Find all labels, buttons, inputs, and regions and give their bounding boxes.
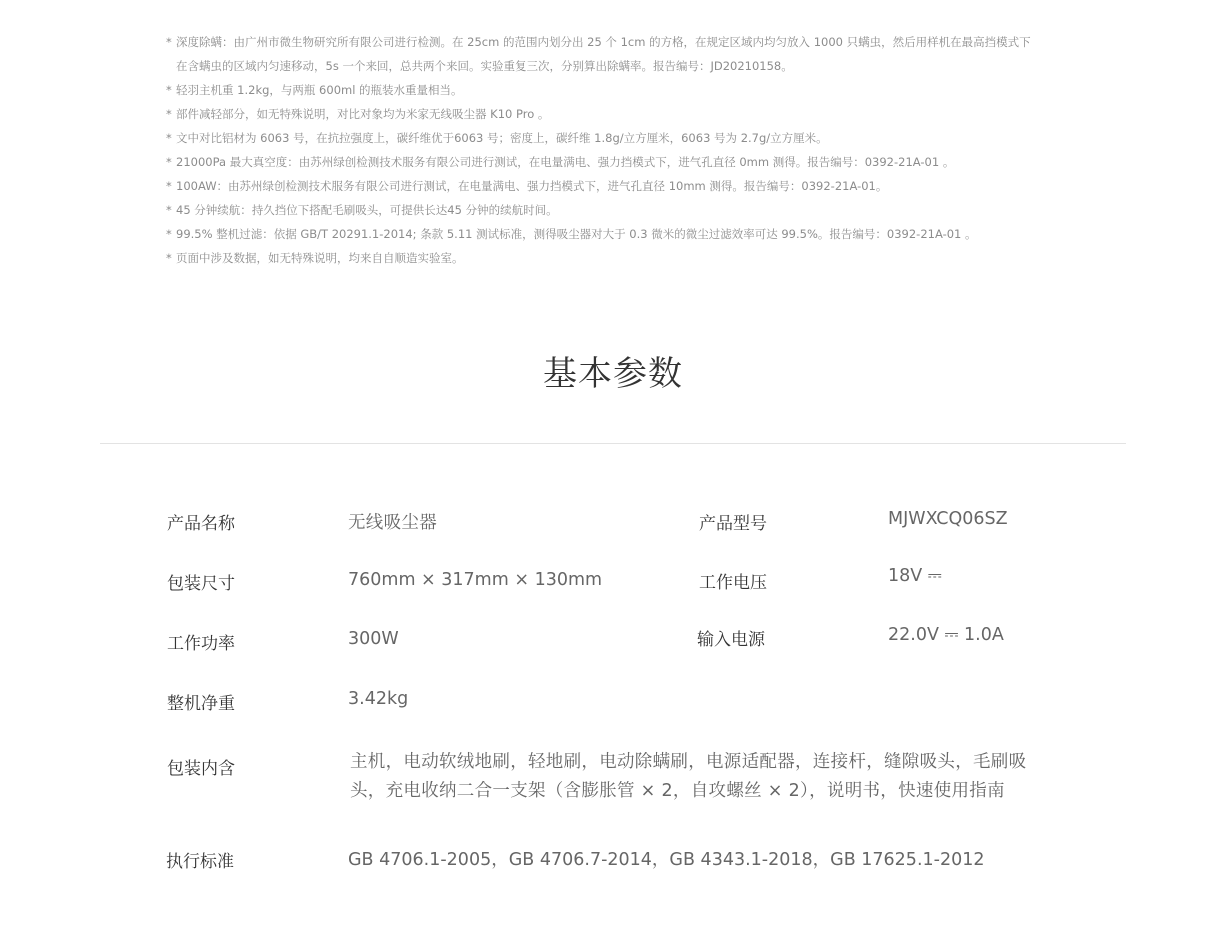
- footnote-marker: *: [166, 203, 172, 217]
- spec-label-standards: 执行标准: [166, 852, 234, 872]
- footnote-text: 45 分钟续航：持久挡位下搭配毛刷吸头，可提供长达45 分钟的续航时间。: [176, 203, 558, 217]
- footnote-marker: *: [166, 107, 172, 121]
- footnote: [166, 126, 1086, 150]
- spec-label-power: 工作功率: [167, 634, 235, 654]
- footnote-marker: *: [166, 251, 172, 265]
- footnote-marker: *: [166, 131, 172, 145]
- footnote-text: 轻羽主机重 1.2kg，与两瓶 600ml 的瓶装水重量相当。: [176, 83, 463, 97]
- footnote: [166, 78, 1086, 102]
- section-title: 基本参数: [543, 354, 683, 394]
- footnote: [166, 198, 1086, 222]
- footnote: [166, 174, 1086, 198]
- footnote: [166, 54, 1086, 78]
- spec-value-package-size: 760mm × 317mm × 130mm: [348, 570, 603, 590]
- footnote-text: 21000Pa 最大真空度：由苏州绿创检测技术服务有限公司进行测试，在电量满电、强力挡模式下，进气孔直径 0mm 测得。报告编号：0392-21A-01 。: [176, 155, 955, 169]
- spec-label-model: 产品型号: [699, 514, 767, 534]
- spec-value-package-contents: 主机，电动软绒地刷，轻地刷，电动除螨刷，电源适配器，连接杆，缝隙吸头，毛刷吸头，充电收纳二合一支架（含膨胀管 × 2，自攻螺丝 × 2），说明书，快速使用指南: [350, 752, 1027, 801]
- spec-label-package-size: 包装尺寸: [167, 574, 235, 594]
- spec-label-weight: 整机净重: [167, 694, 235, 714]
- footnote-text: 文中对比铝材为 6063 号，在抗拉强度上，碳纤维优于6063 号；密度上，碳纤维 1.8g/立方厘米，6063 号为 2.7g/立方厘米。: [176, 131, 828, 145]
- footnote: [166, 30, 1086, 54]
- footnote: [166, 246, 1086, 270]
- spec-label-product-name: 产品名称: [167, 514, 235, 534]
- spec-value-model: MJWXCQ06SZ: [888, 509, 1008, 529]
- footnote-marker: *: [166, 83, 172, 97]
- spec-value-weight: 3.42kg: [348, 689, 409, 709]
- footnotes: [166, 30, 1086, 270]
- footnote-text: 部件减轻部分，如无特殊说明，对比对象均为米家无线吸尘器 K10 Pro 。: [176, 107, 550, 121]
- footnote-text: 99.5% 整机过滤：依据 GB/T 20291.1-2014; 条款 5.11 测试标准，测得吸尘器对大于 0.3 微米的微尘过滤效率可达 99.5%。报告编号：0392-21A-01 。: [176, 227, 977, 241]
- spec-label-package-contents: 包装内含: [167, 759, 235, 779]
- footnote: [166, 102, 1086, 126]
- footnote-text: 在含螨虫的区域内匀速移动，5s 一个来回，总共两个来回。实验重复三次，分别算出除螨率。报告编号：JD20210158。: [176, 59, 793, 73]
- footnote-marker: *: [166, 227, 172, 241]
- footnote-marker: *: [166, 155, 172, 169]
- footnote-marker: *: [166, 179, 172, 193]
- footnote-text: 100AW：由苏州绿创检测技术服务有限公司进行测试，在电量满电、强力挡模式下，进气孔直径 10mm 测得。报告编号：0392-21A-01。: [176, 179, 888, 193]
- spec-value-input: 22.0V ⎓ 1.0A: [888, 625, 1004, 645]
- footnote: [166, 222, 1086, 246]
- spec-value-power: 300W: [348, 629, 399, 649]
- footnote: [166, 150, 1086, 174]
- spec-label-voltage: 工作电压: [699, 573, 767, 593]
- footnote-marker: *: [166, 35, 172, 49]
- spec-value-voltage: 18V ⎓: [888, 566, 942, 586]
- spec-label-input: 输入电源: [697, 630, 765, 650]
- spec-value-standards: GB 4706.1-2005，GB 4706.7-2014，GB 4343.1-2018，GB 17625.1-2012: [348, 850, 985, 870]
- divider: [100, 443, 1126, 444]
- footnote-text: 深度除螨：由广州市微生物研究所有限公司进行检测。在 25cm 的范围内划分出 25 个 1cm 的方格，在规定区域内均匀放入 1000 只螨虫，然后用样机在最高挡模式下: [176, 35, 1031, 49]
- footnote-text: 页面中涉及数据，如无特殊说明，均来自自顺造实验室。: [176, 251, 464, 265]
- spec-value-product-name: 无线吸尘器: [348, 513, 437, 533]
